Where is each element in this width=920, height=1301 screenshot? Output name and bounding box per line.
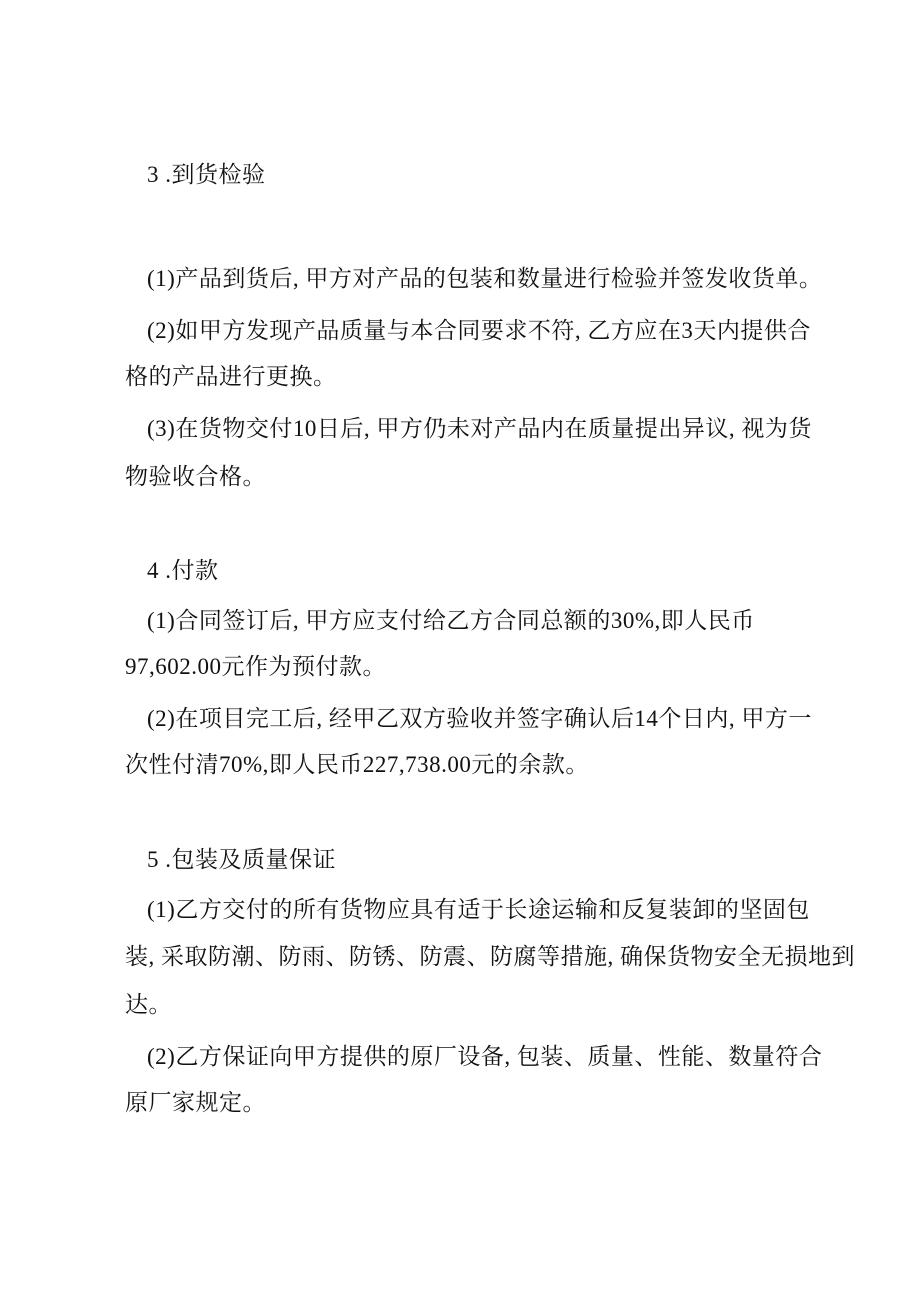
paragraph-line: 次性付清70%,即人民币227,738.00元的余款。 (125, 752, 589, 777)
paragraph-line: (2)在项目完工后, 经甲乙双方验收并签字确认后14个日内, 甲方一 (147, 706, 812, 731)
paragraph-line: 物验收合格。 (125, 464, 266, 489)
section-heading: 5 .包装及质量保证 (147, 847, 336, 872)
paragraph-line: 格的产品进行更换。 (125, 364, 337, 389)
paragraph-line: (1)产品到货后, 甲方对产品的包装和数量进行检验并签发收货单。 (147, 266, 823, 291)
paragraph-line: 达。 (125, 992, 172, 1017)
paragraph-line: 装, 采取防潮、防雨、防锈、防震、防腐等措施, 确保货物安全无损地到 (125, 944, 855, 969)
paragraph-line: 97,602.00元作为预付款。 (125, 654, 386, 679)
paragraph-line: 原厂家规定。 (125, 1090, 266, 1115)
paragraph-line: (1)合同签订后, 甲方应支付给乙方合同总额的30%,即人民币 (147, 608, 755, 633)
paragraph-line: (1)乙方交付的所有货物应具有适于长途运输和反复装卸的坚固包 (147, 897, 810, 922)
section-heading: 4 .付款 (147, 558, 219, 583)
paragraph-line: (2)如甲方发现产品质量与本合同要求不符, 乙方应在3天内提供合 (147, 318, 811, 343)
section-heading: 3 .到货检验 (147, 162, 266, 187)
paragraph-line: (2)乙方保证向甲方提供的原厂设备, 包装、质量、性能、数量符合 (147, 1044, 823, 1069)
paragraph-line: (3)在货物交付10日后, 甲方仍未对产品内在质量提出异议, 视为货 (147, 416, 812, 441)
